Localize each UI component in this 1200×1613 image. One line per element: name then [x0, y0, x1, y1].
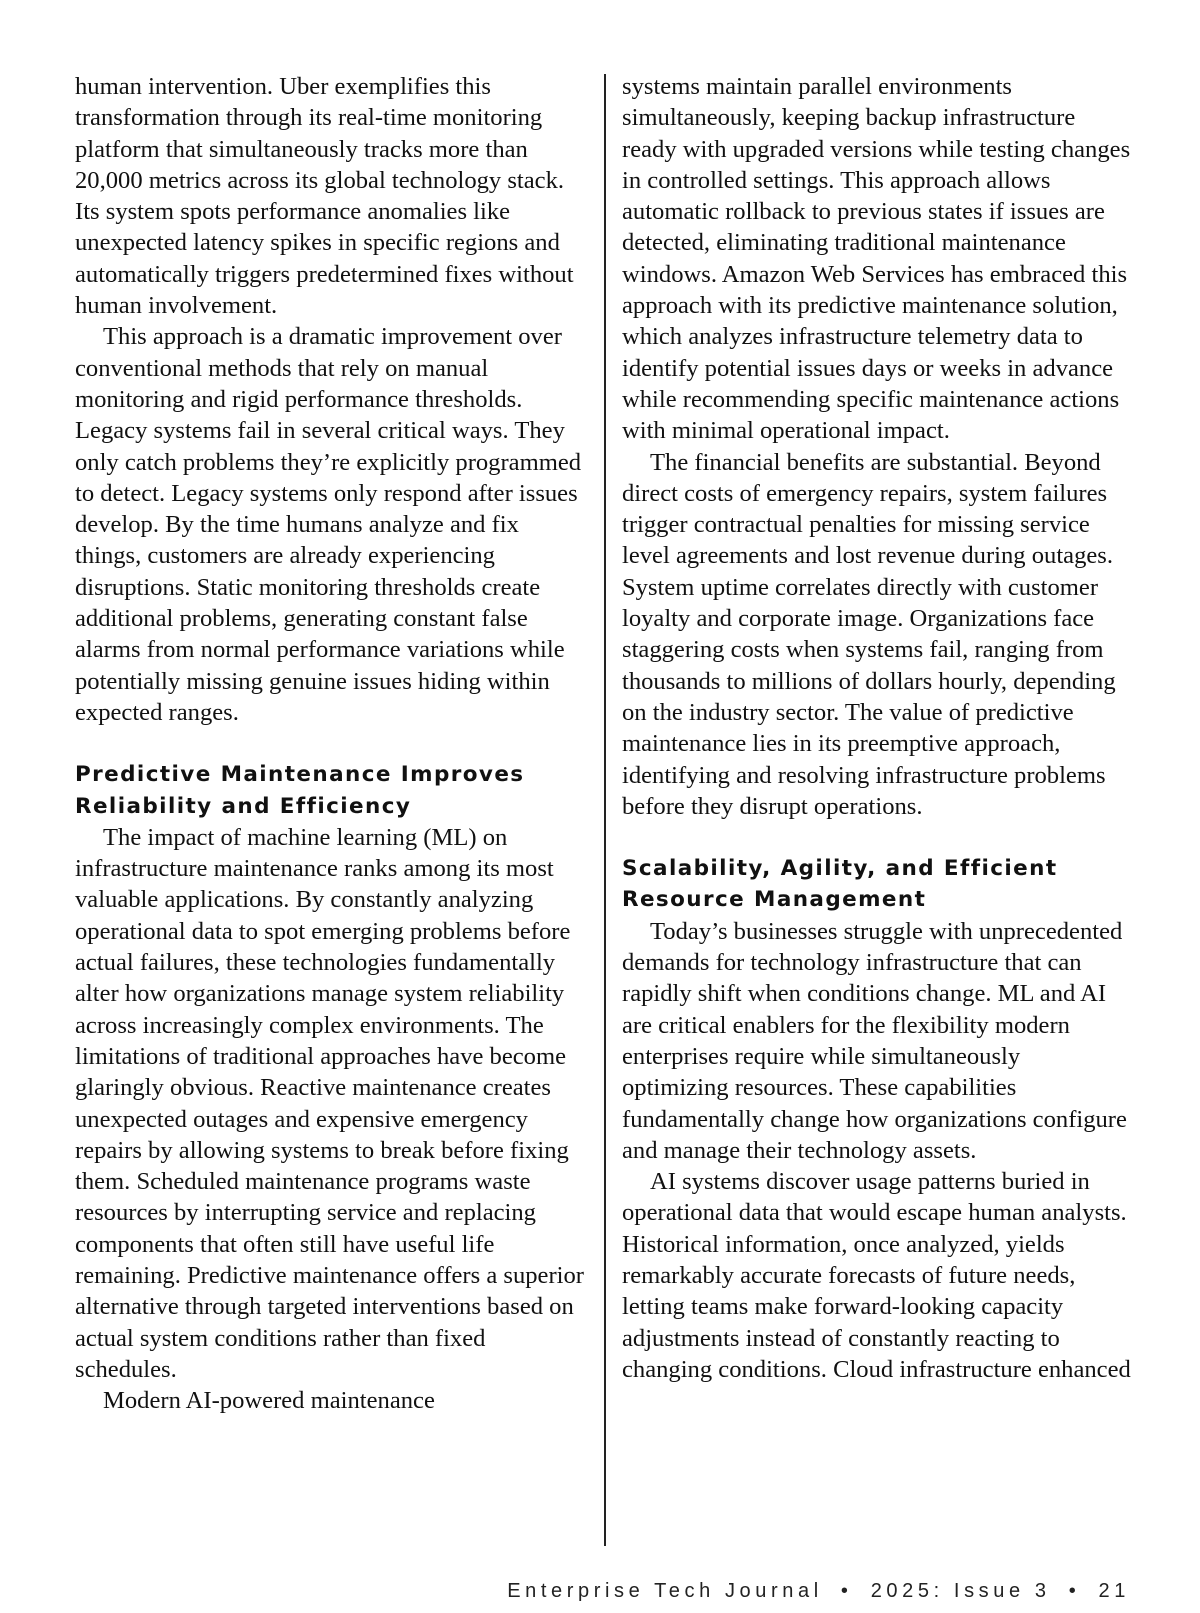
- body-paragraph: Modern AI-powered maintenance: [103, 1387, 435, 1415]
- page-number: 21: [1098, 1580, 1130, 1602]
- body-paragraph: The financial benefits are substantial. Beyond direct costs of emergency repairs, system failures trigger contractual penalties for missing service level agreements and lost revenue during outages. System uptime correlates directly with customer loyalty and corporate image. Organizations face staggering costs when systems fail, ranging from thousands to millions of dollars hourly, depending on the industry sector. The value of predictive maintenance lies in its preemptive approach, identifying and resolving infrastructure problems before they disrupt operations.: [622, 448, 1116, 820]
- body-paragraph: The impact of machine learning (ML) on infrastructure maintenance ranks among its most valuable applications. By constantly analyzing operational data to spot emerging problems before actual failures, these technologies fundamentally alter how organizations manage system reliability across increasingly complex environments. The limitations of traditional approaches have become glaringly obvious. Reactive maintenance creates unexpected outages and expensive emergency repairs by allowing systems to break before fixing them. Scheduled maintenance programs waste resources by interrupting service and replacing components that often still have useful life remaining. Predictive maintenance offers a superior alternative through targeted interventions based on actual system conditions rather than fixed schedules.: [75, 823, 584, 1383]
- body-paragraph: human intervention. Uber exemplifies this transformation through its real-time monitoring platform that simultaneously tracks more than 20,000 metrics across its global technology stack. Its system spots performance anomalies like unexpected latency spikes in specific regions and automatically triggers predetermined fixes without human involvement.: [75, 73, 574, 320]
- publication-name: Enterprise Tech Journal: [507, 1580, 823, 1602]
- body-paragraph: Today’s businesses struggle with unprecedented demands for technology infrastructure that can rapidly shift when conditions change. ML and AI are critical enablers for the flexibility modern enterprises require while simultaneously optimizing resources. These capabilities fundamentally change how organizations configure and manage their technology assets.: [622, 917, 1127, 1164]
- footer-separator: •: [840, 1580, 853, 1602]
- body-paragraph: AI systems discover usage patterns buried in operational data that would escape human analysts. Historical information, once analyzed, yields remarkably accurate forecasts of future needs, letting teams make forward-looking capacity adjustments instead of constantly reacting to changing conditions. Cloud infrastructure enhanced: [622, 1168, 1131, 1383]
- body-paragraph: systems maintain parallel environments simultaneously, keeping backup infrastructure ready with upgraded versions while testing changes in controlled settings. This approach allows automatic rollback to previous states if issues are detected, eliminating traditional maintenance windows. Amazon Web Services has embraced this approach with its predictive maintenance solution, which analyzes infrastructure telemetry data to identify potential issues days or weeks in advance while recommending specific maintenance actions with minimal operational impact.: [622, 73, 1131, 445]
- right-column: [622, 71, 1132, 1385]
- body-paragraph: This approach is a dramatic improvement over conventional methods that rely on manual monitoring and rigid performance thresholds. Legacy systems fail in several critical ways. They only catch problems they’re explicitly programmed to detect. Legacy systems only respond after issues develop. By the time humans analyze and fix things, customers are already experiencing disruptions. Static monitoring thresholds create additional problems, generating constant false alarms from normal performance variations while potentially missing genuine issues hiding within expected ranges.: [75, 323, 582, 726]
- footer-separator: •: [1068, 1580, 1081, 1602]
- section-heading: Scalability, Agility, and Efficient Resource Management: [622, 856, 1058, 913]
- column-divider: [604, 74, 606, 1546]
- section-heading: Predictive Maintenance Improves Reliability and Efficiency: [75, 762, 525, 819]
- issue-label: 2025: Issue 3: [870, 1580, 1051, 1602]
- page-footer: [507, 1580, 1130, 1603]
- left-column: [75, 71, 587, 1416]
